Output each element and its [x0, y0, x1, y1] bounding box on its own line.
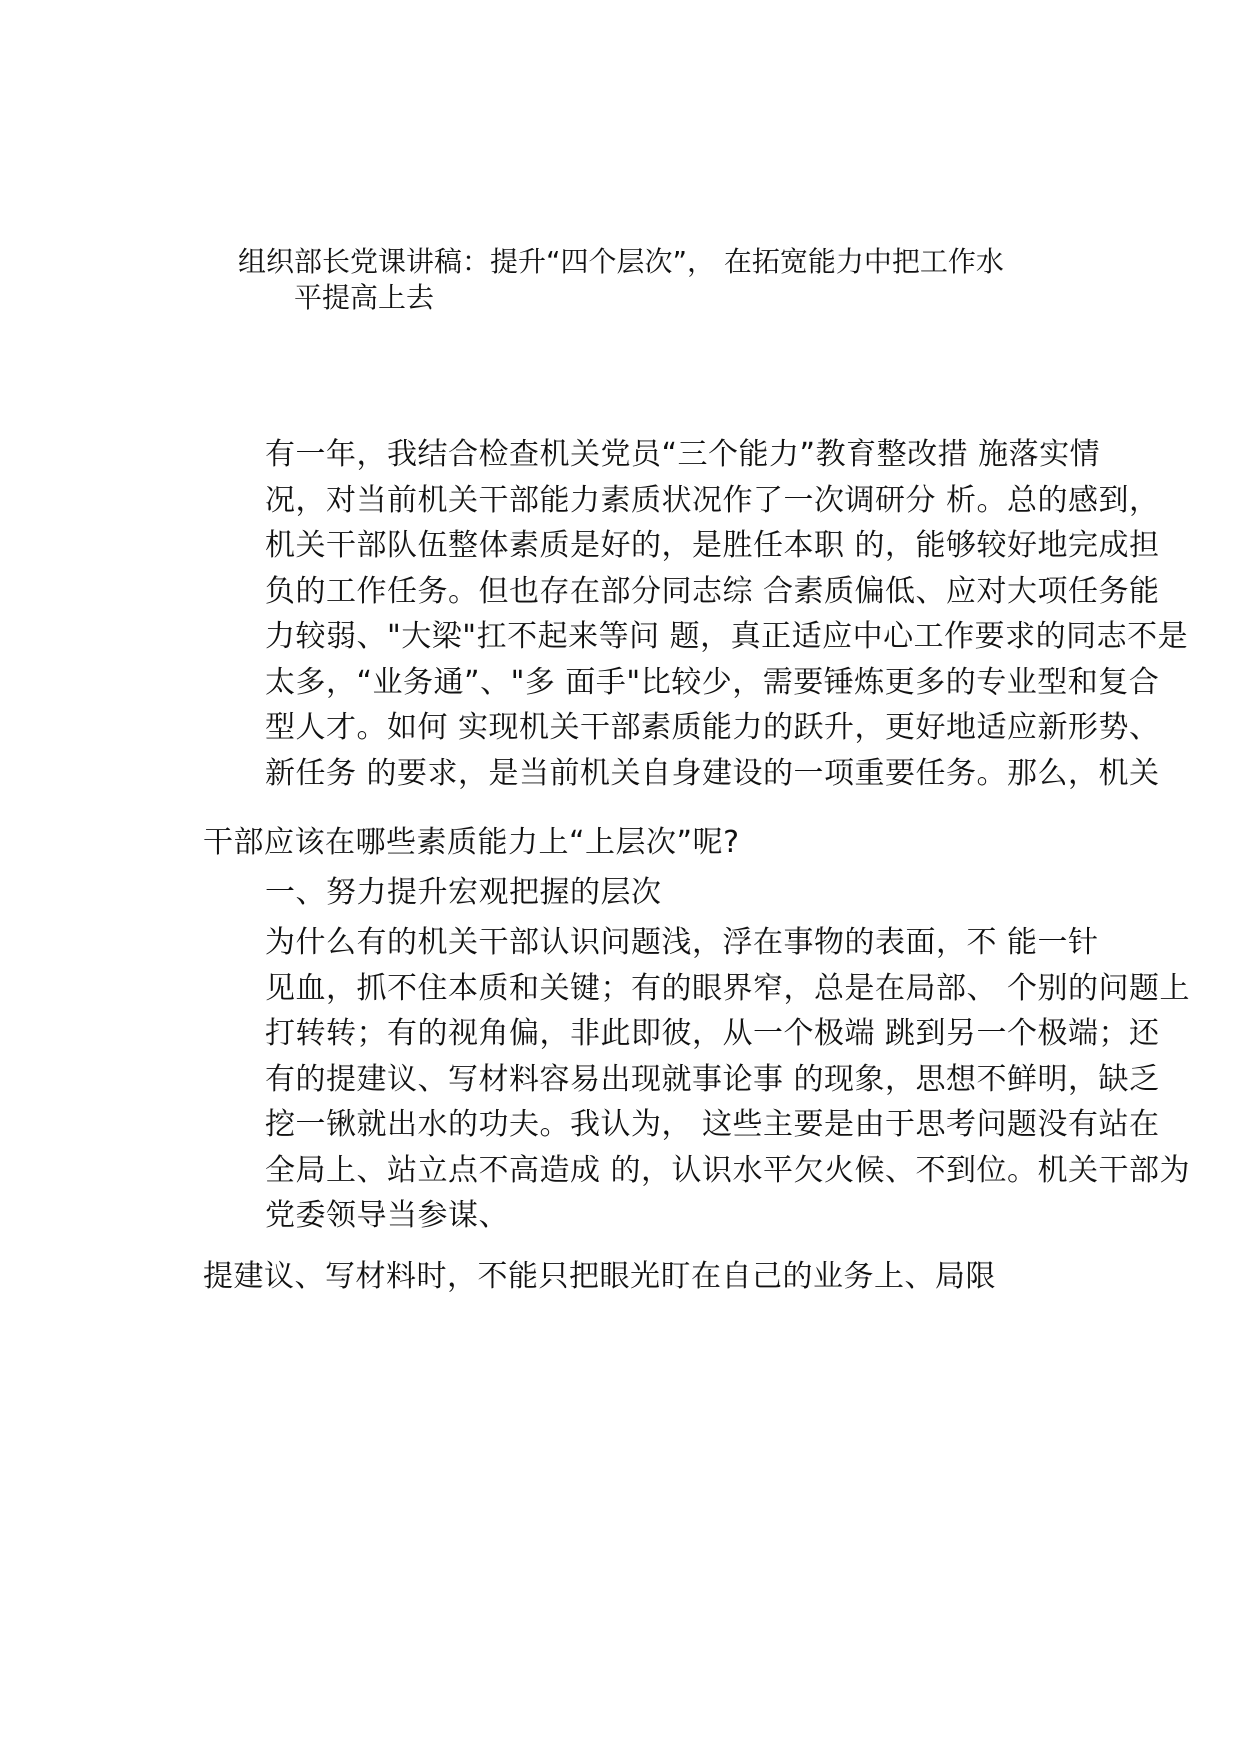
paragraph-2	[203, 920, 1191, 1239]
paragraph-line: 型人才。如何 实现机关干部素质能力的跃升，更好地适应新形势、	[265, 710, 1160, 745]
paragraph-line: 全局上、站立点不高造成 的，认识水平欠火候、不到位。机关干部为	[265, 1152, 1191, 1188]
paragraph-line: 见血，抓不住本质和关键；有的眼界窄，总是在局部、 个别的问题上	[265, 970, 1191, 1006]
paragraph-2-tail: 提建议、写材料时，不能只把眼光盯在自己的业务上、局限	[203, 1259, 996, 1294]
paragraph-line: 有一年，我结合检查机关党员“三个能力”教育整改措 施落实情	[265, 437, 1101, 472]
section-heading-1: 一、努力提升宏观把握的层次	[265, 875, 662, 910]
paragraph-line: 机关干部队伍整体素质是好的，是胜任本职 的，能够较好地完成担	[265, 528, 1160, 563]
paragraph-line: 为什么有的机关干部认识问题浅，浮在事物的表面，不 能一针	[265, 925, 1099, 960]
paragraph-line: 况，对当前机关干部能力素质状况作了一次调研分 析。总的感到，	[265, 482, 1160, 518]
paragraph-line: 太多，“业务通”、"多 面手"比较少，需要锤炼更多的专业型和复合	[265, 664, 1160, 700]
title-line-1: 组织部长党课讲稿：提升“四个层次”， 在拓宽能力中把工作水	[238, 245, 1004, 278]
paragraph-line: 挖一锹就出水的功夫。我认为， 这些主要是由于思考问题没有站在	[265, 1107, 1160, 1142]
paragraph-line: 党委领导当参谋、	[265, 1198, 509, 1233]
document-title	[238, 244, 1038, 316]
paragraph-line: 新任务 的要求，是当前机关自身建设的一项重要任务。那么，机关	[265, 755, 1160, 791]
paragraph-1	[203, 432, 1189, 796]
paragraph-line: 打转转；有的视角偏，非此即彼，从一个极端 跳到另一个极端；还	[265, 1016, 1160, 1051]
paragraph-line: 力较弱、"大梁"扛不起来等问 题，真正适应中心工作要求的同志不是	[265, 619, 1189, 654]
paragraph-1-tail: 干部应该在哪些素质能力上“上层次”呢?	[203, 825, 740, 860]
title-line-2: 平提高上去	[294, 281, 435, 314]
paragraph-line: 有的提建议、写材料容易出现就事论事 的现象，思想不鲜明，缺乏	[265, 1061, 1160, 1097]
paragraph-line: 负的工作任务。但也存在部分同志综 合素质偏低、应对大项任务能	[265, 573, 1160, 609]
